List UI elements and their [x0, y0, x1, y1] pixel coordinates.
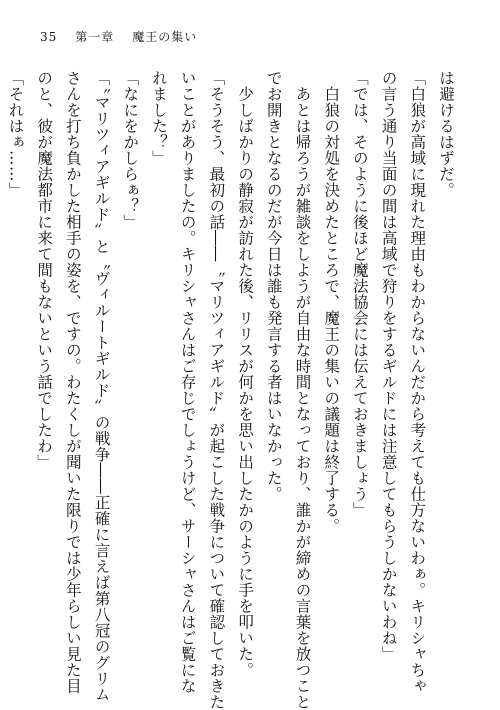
text-line-11: れました？」	[149, 70, 168, 166]
text-line-9: 「そうそう、最初の話――〝マリツィアギルド〟が起こした戦争について確認しておきた	[207, 70, 226, 710]
text-line-6: あとは帰ろうが雑談をしようが自由な時間となっており、誰かが締めの言葉を放つこと	[293, 70, 312, 710]
text-line-2	[403, 70, 432, 694]
text-line-15: のと、彼が魔法都市に来て間もないという話でしたわ」	[35, 70, 54, 470]
text-line-2-text: 「白狼が高域に現れた理由もわからないんだから考えても仕方ないわぁ。キリシャちゃ	[408, 70, 427, 694]
text-line-7: でお開きとなるのだが今日は誰も発言する者はいなかった。	[264, 70, 283, 502]
text-line-10: いことがありましたの。キリシャさんはご存じでしょうけど、サーシャさんはご覧にな	[178, 70, 197, 694]
text-line-1: は避けるはずだ。	[437, 70, 455, 198]
text-line-16: 「それはぁ……」	[6, 70, 25, 198]
page-number: 35	[40, 30, 58, 44]
chapter-label: 第一章	[75, 30, 115, 44]
text-line-17	[0, 70, 1, 680]
chapter-title: 魔王の集い	[132, 30, 198, 44]
running-header	[40, 28, 197, 48]
text-line-14: さんを打ち負かした相手の姿を、ですの。わたくしが聞いた限りでは少年らしい見た目	[63, 70, 82, 694]
text-line-12: 「なにをかしらぁ？」	[121, 70, 140, 230]
vertical-body-text	[6, 70, 460, 710]
text-line-13: 「〝マリツィアギルド〟と〝ヴィルートギルド〟の戦争――正確に言えば第八冠のグリム	[92, 70, 111, 703]
text-line-5: 白狼の対処を決めたところで、魔王の集いの議題は終了する。	[322, 70, 341, 534]
text-line-3: の言う通り当面の間は高域で狩りをするギルドには注意してもらうしかないわね」	[379, 70, 398, 662]
text-line-4: 「では、そのように後ほど魔法協会には伝えておきましょう」	[350, 70, 369, 518]
text-line-8: 少しばかりの静寂が訪れた後、リリスが何かを思い出したかのように手を叩いた。	[236, 70, 255, 678]
